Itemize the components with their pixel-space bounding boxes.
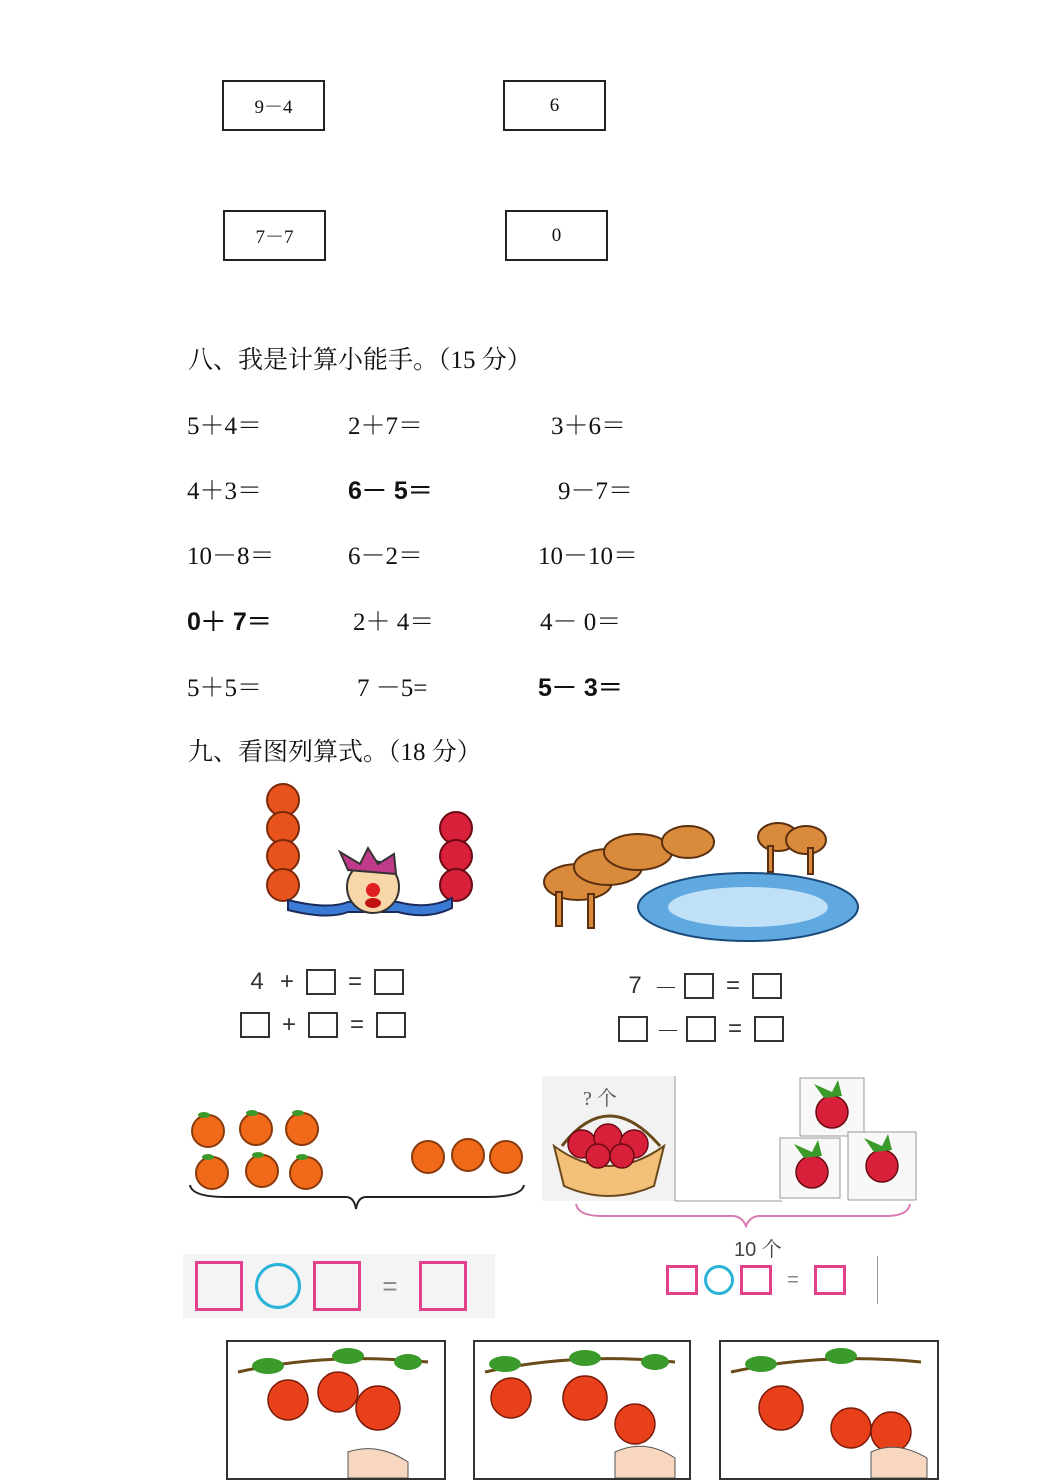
calc-item: 2＋ 4＝ bbox=[353, 609, 435, 636]
calc-item: 3＋6＝ bbox=[551, 413, 627, 440]
equals-sign: = bbox=[787, 1268, 799, 1291]
answer-box[interactable] bbox=[195, 1261, 243, 1311]
answer-box[interactable] bbox=[684, 973, 714, 999]
operator-circle[interactable] bbox=[704, 1265, 734, 1295]
answer-box[interactable] bbox=[376, 1012, 406, 1038]
equals-sign: = bbox=[347, 968, 362, 995]
match-box-text: 0 bbox=[551, 224, 562, 246]
match-box-left-1 bbox=[222, 80, 325, 131]
deer-drinking-picture bbox=[538, 782, 860, 947]
answer-box[interactable] bbox=[754, 1016, 784, 1042]
orange-balls-stack bbox=[267, 784, 299, 901]
calc-item: 6－2＝ bbox=[348, 543, 424, 570]
equals-sign: = bbox=[382, 1270, 398, 1301]
clown-juggling-picture bbox=[228, 782, 518, 932]
calc-item: 10－10＝ bbox=[538, 543, 639, 570]
equals-sign: = bbox=[727, 1014, 742, 1042]
minus-sign: － bbox=[654, 975, 678, 1002]
equation-1-row-2 bbox=[240, 1011, 406, 1039]
answer-box[interactable] bbox=[313, 1261, 361, 1311]
calc-item: 0＋ 7＝ bbox=[187, 608, 272, 636]
answer-box[interactable] bbox=[618, 1016, 648, 1042]
apple-picture-frame-1 bbox=[226, 1340, 446, 1480]
total-label: 10 个 bbox=[734, 1239, 782, 1261]
calc-item: 10－8＝ bbox=[187, 543, 275, 570]
apple-picture-frame-3 bbox=[719, 1340, 939, 1480]
calc-item: 5＋5＝ bbox=[187, 675, 263, 702]
answer-box[interactable] bbox=[374, 969, 404, 995]
calc-item: 5－ 3＝ bbox=[538, 674, 623, 702]
equation-2-row-2 bbox=[618, 1011, 784, 1046]
symbol-equation-1 bbox=[183, 1254, 495, 1318]
calc-item: 9－7＝ bbox=[558, 478, 634, 505]
apple-picture-frame-2 bbox=[473, 1340, 691, 1480]
match-box-right-1 bbox=[503, 80, 606, 131]
plus-sign: + bbox=[281, 1011, 296, 1038]
red-balls-stack bbox=[440, 812, 472, 901]
calc-item: 4＋3＝ bbox=[187, 478, 263, 505]
match-box-text: 9－4 bbox=[254, 97, 293, 118]
calc-item: 2＋7＝ bbox=[348, 413, 424, 440]
answer-box[interactable] bbox=[814, 1265, 846, 1295]
calc-item: 6－ 5＝ bbox=[348, 477, 433, 505]
operator-circle[interactable] bbox=[255, 1263, 301, 1309]
equals-sign: = bbox=[725, 971, 740, 999]
answer-box[interactable] bbox=[308, 1012, 338, 1038]
minus-sign: － bbox=[656, 1018, 680, 1045]
answer-box[interactable] bbox=[752, 973, 782, 999]
calc-item: 7 －5= bbox=[357, 675, 428, 702]
plus-sign: + bbox=[279, 968, 294, 995]
answer-box[interactable] bbox=[666, 1265, 698, 1295]
oranges-group-picture bbox=[186, 1105, 528, 1215]
calc-item: 4－ 0＝ bbox=[540, 609, 622, 636]
match-box-text: 7－7 bbox=[255, 227, 294, 248]
equals-sign: = bbox=[349, 1011, 364, 1038]
question-label: ? 个 bbox=[583, 1088, 617, 1110]
apple-branch-picture bbox=[475, 1342, 689, 1478]
equation-2-row-1 bbox=[624, 968, 782, 1003]
section8-title: 八、我是计算小能手。（15 分） bbox=[188, 347, 532, 374]
equation-number: 4 bbox=[250, 968, 264, 995]
calc-item: 5＋4＝ bbox=[187, 413, 263, 440]
symbol-equation-2 bbox=[660, 1256, 878, 1304]
answer-box[interactable] bbox=[419, 1261, 467, 1311]
match-box-left-2 bbox=[223, 210, 326, 261]
apple-branch-picture bbox=[228, 1342, 444, 1478]
answer-box[interactable] bbox=[686, 1016, 716, 1042]
equation-number: 7 bbox=[628, 971, 642, 999]
section9-title: 九、看图列算式。（18 分） bbox=[188, 739, 482, 766]
equation-1-row-1 bbox=[246, 968, 404, 996]
answer-box[interactable] bbox=[306, 969, 336, 995]
match-box-text: 6 bbox=[549, 94, 560, 116]
answer-box[interactable] bbox=[240, 1012, 270, 1038]
answer-box[interactable] bbox=[740, 1265, 772, 1295]
apple-branch-picture bbox=[721, 1342, 937, 1478]
match-box-right-2 bbox=[505, 210, 608, 261]
